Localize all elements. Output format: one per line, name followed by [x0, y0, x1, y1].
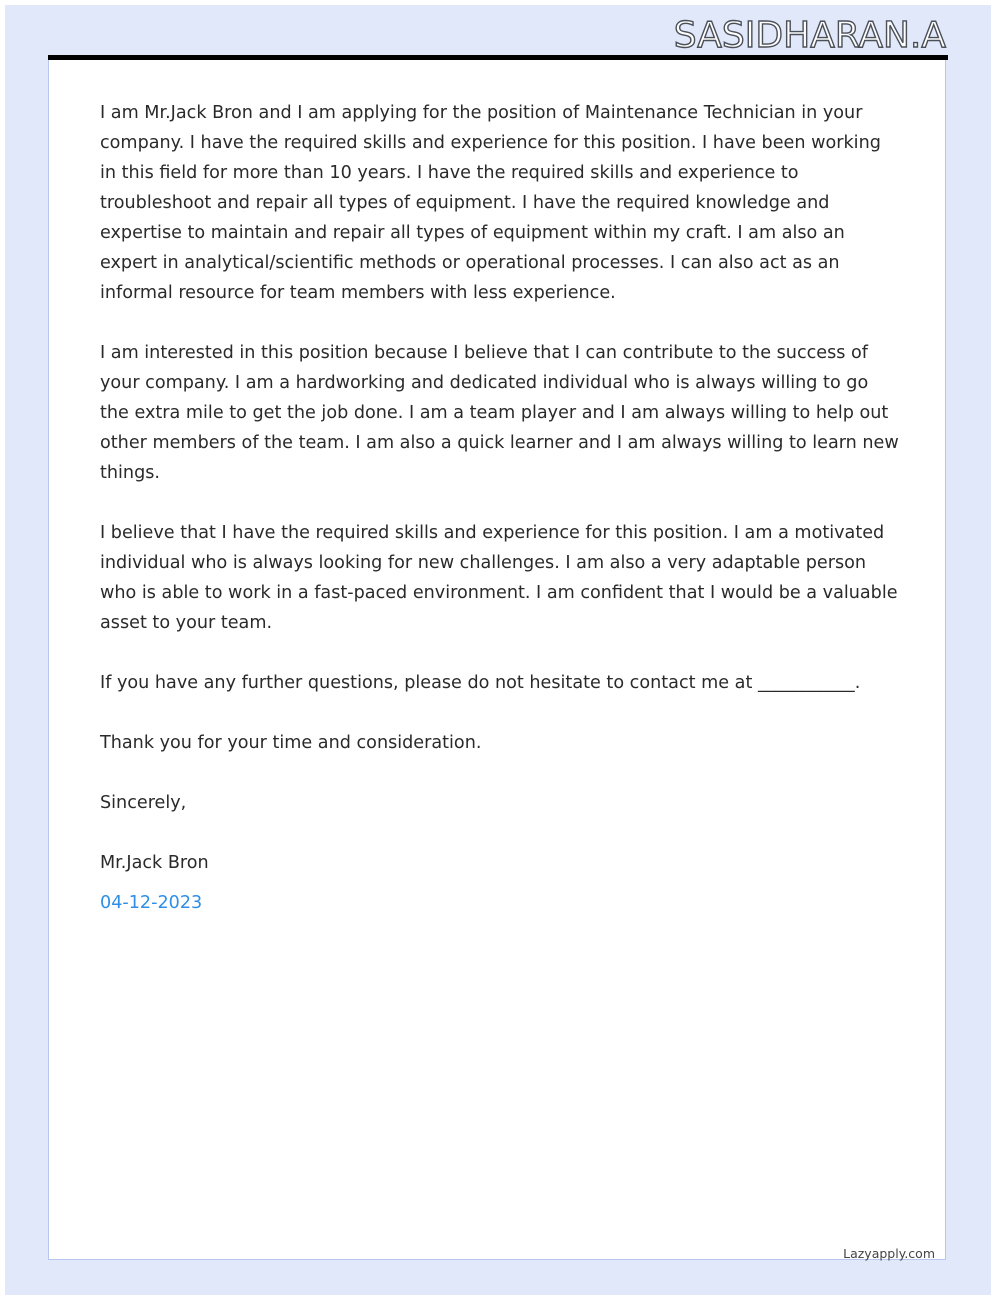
letter-paragraph-thanks: Thank you for your time and consideration.: [100, 733, 482, 753]
letter-date: 04-12-2023: [100, 893, 203, 913]
letter-signature: Mr.Jack Bron: [100, 853, 209, 873]
letter-closing: Sincerely,: [100, 793, 187, 813]
letter-paragraph-contact: If you have any further questions, please do not hesitate to contact me at ___________.: [100, 673, 861, 693]
letter-paragraph-interest: I am interested in this position because I believe that I can contribute to the success of your company. I am a hardworking and dedicated individual who is always willing to go the extra mile to get the job done. I am a team player and I am always willing to help out other members of the team. I am also a quick learner and I am always willing to learn new things.: [100, 343, 899, 483]
footer-credit: Lazyapply.com: [843, 1246, 935, 1261]
letter-paragraph-qualities: I believe that I have the required skills and experience for this position. I am a motivated individual who is always looking for new challenges. I am also a very adaptable person who is able to work in a fast-paced environment. I am confident that I would be a valuable asset to your team.: [100, 523, 898, 633]
letter-body: [100, 98, 900, 918]
letter-paragraph-intro: I am Mr.Jack Bron and I am applying for the position of Maintenance Technician in your company. I have the required skills and experience for this position. I have been working in this field for more than 10 years. I have the required skills and experience to troubleshoot and repair all types of equipment. I have the required knowledge and expertise to maintain and repair all types of equipment within my craft. I am also an expert in analytical/scientific methods or operational processes. I can also act as an informal resource for team members with less experience.: [100, 103, 881, 303]
applicant-name: SASIDHARAN.A: [673, 15, 946, 56]
